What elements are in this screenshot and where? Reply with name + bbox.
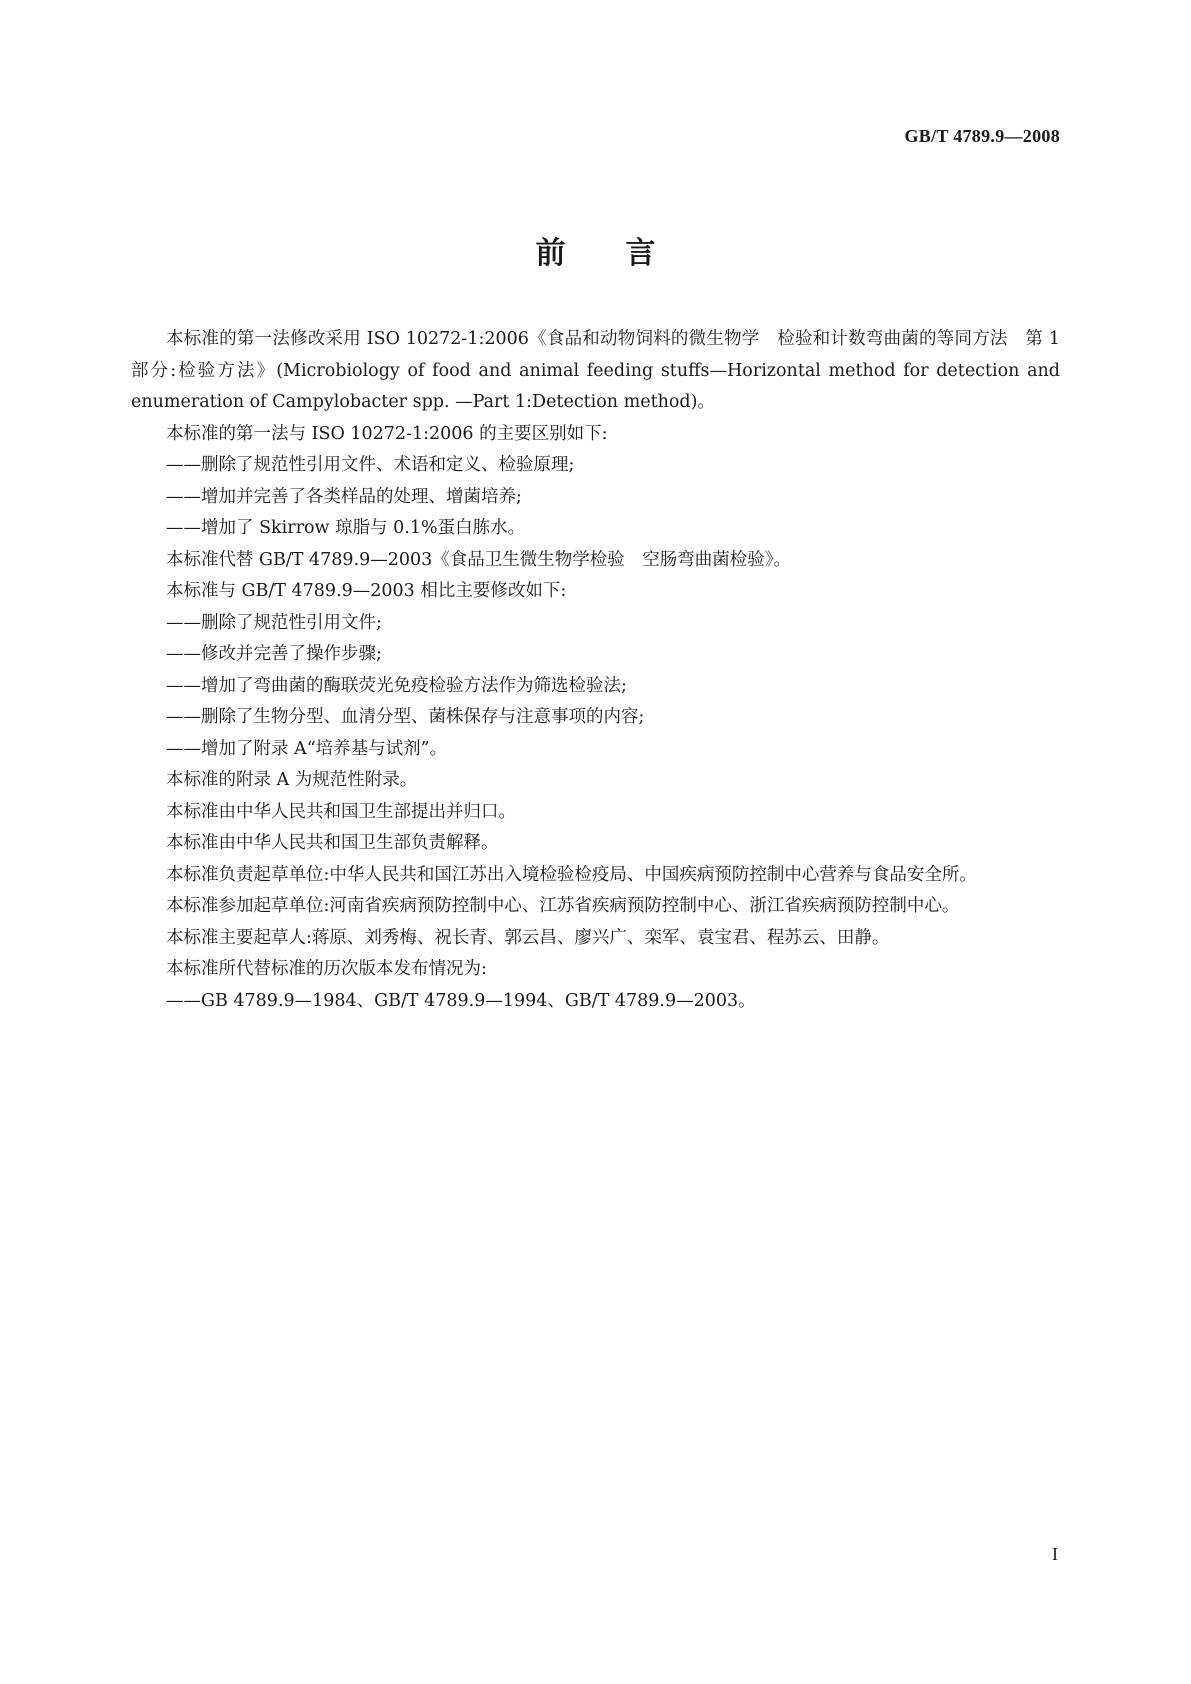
- paragraph: 本标准由中华人民共和国卫生部提出并归口。: [166, 801, 516, 822]
- list-item: ——增加了附录 A“培养基与试剂”。: [166, 738, 448, 759]
- foreword-body: [131, 324, 1060, 1017]
- list-item: ——删除了规范性引用文件;: [166, 612, 382, 633]
- paragraph: 本标准代替 GB/T 4789.9—2003《食品卫生微生物学检验 空肠弯曲菌检验》。: [166, 549, 792, 570]
- list-item: ——增加了弯曲菌的酶联荧光免疫检验方法作为筛选检验法;: [166, 675, 627, 696]
- paragraph: 本标准的第一法与 ISO 10272-1:2006 的主要区别如下:: [166, 423, 608, 444]
- paragraph: 本标准主要起草人:蒋原、刘秀梅、祝长青、郭云昌、廖兴广、栾军、袁宝君、程苏云、田静。: [166, 927, 890, 948]
- paragraph: 本标准与 GB/T 4789.9—2003 相比主要修改如下:: [166, 581, 567, 601]
- paragraph: 本标准的第一法修改采用 ISO 10272-1:2006《食品和动物饲料的微生物学 检验和计数弯曲菌的等同方法 第 1 部分:检验方法》(Microbiology of food and animal feeding stuffs—Horizontal method for detection and enumeration of Campylobacter spp. —Part 1:Detection method)。: [131, 329, 1060, 412]
- paragraph: 本标准所代替标准的历次版本发布情况为:: [166, 959, 487, 979]
- list-item: ——增加并完善了各类样品的处理、增菌培养;: [166, 486, 522, 507]
- page-title: 前言: [535, 236, 716, 271]
- page-number: I: [1052, 1544, 1058, 1564]
- paragraph: 本标准的附录 A 为规范性附录。: [166, 770, 418, 790]
- paragraph: 本标准由中华人民共和国卫生部负责解释。: [166, 833, 499, 853]
- list-item: ——删除了规范性引用文件、术语和定义、检验原理;: [166, 455, 575, 475]
- list-item: ——增加了 Skirrow 琼脂与 0.1%蛋白胨水。: [166, 518, 526, 538]
- standard-code: GB/T 4789.9—2008: [904, 126, 1060, 146]
- paragraph: 本标准参加起草单位:河南省疾病预防控制中心、江苏省疾病预防控制中心、浙江省疾病预防控制中心。: [166, 896, 960, 916]
- paragraph: 本标准负责起草单位:中华人民共和国江苏出入境检验检疫局、中国疾病预防控制中心营养与食品安全所。: [166, 864, 977, 885]
- list-item: ——修改并完善了操作步骤;: [166, 644, 382, 664]
- list-item: ——删除了生物分型、血清分型、菌株保存与注意事项的内容;: [166, 707, 645, 727]
- list-item: ——GB 4789.9—1984、GB/T 4789.9—1994、GB/T 4789.9—2003。: [166, 990, 756, 1011]
